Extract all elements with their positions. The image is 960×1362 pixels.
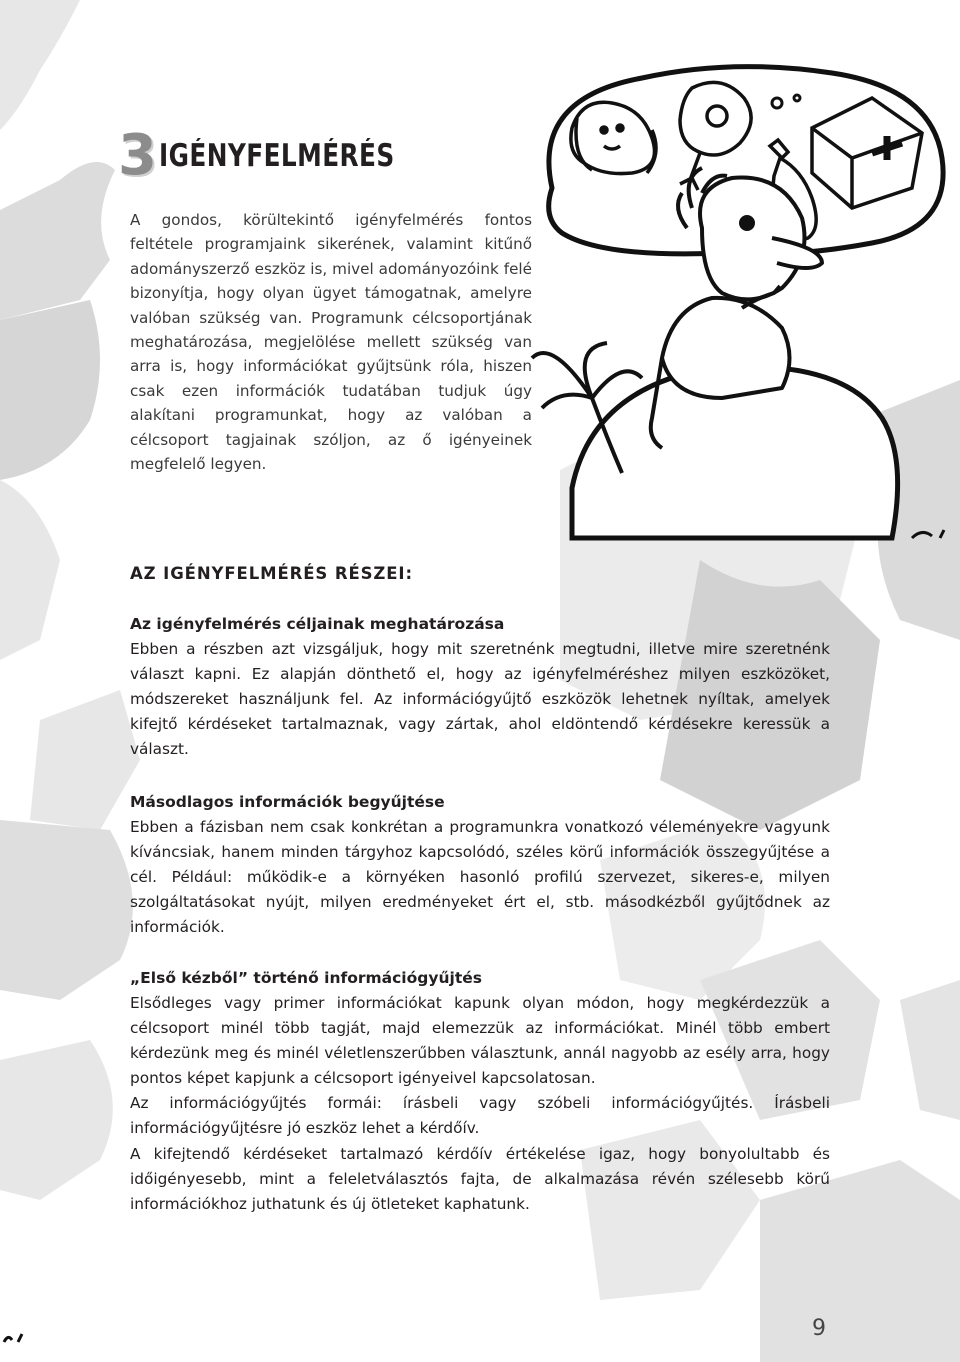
- page-number: 9: [812, 1316, 826, 1341]
- chapter-heading: [118, 123, 454, 188]
- chapter-title: IGÉNYFELMÉRÉS: [158, 138, 395, 174]
- section-title: „Első kézből” történő információgyűjtés: [130, 969, 482, 987]
- section-paragraph: Elsődleges vagy primer információkat kapunk olyan módon, hogy megkérdezzük a célcsoport minél több tagját, majd elemezzük az információkat. Minél több embert kérdezünk meg és minél véletlenszerűbben választunk, annál nagyobb az esély arra, hogy pontos képet kapjunk a célcsoport igényeivel kapcsolatosan.: [130, 994, 830, 1088]
- section-paragraph: Ebben a fázisban nem csak konkrétan a programunkra vonatkozó véleményekre vagyunk kíváncsiak, hanem minden tárgyhoz kapcsolódó, széles körű információk összegyűjtése a cél. Például: működik-e a környéken hasonló profilú szervezet, sikeres-e, milyen szolgáltatásokat nyújt, milyen eredményeket ért el, stb. másodkézből gyűjtődnek az információk.: [130, 818, 830, 937]
- section-title: Másodlagos információk begyűjtése: [130, 793, 445, 811]
- section-title: Az igényfelmérés céljainak meghatározása: [130, 615, 505, 633]
- section-paragraph: A kifejtendő kérdéseket tartalmazó kérdőív értékelése igaz, hogy bonyolultabb és időigényesebb, mint a feleletválasztós fajta, de alkalmazása révén szélesebb körű információkhoz juthatunk és új ötleteket kaphatunk.: [130, 1144, 830, 1213]
- intro-paragraph: A gondos, körültekintő igényfelmérés fontos feltétele programjaink sikerének, valamint kitűnő adományszerző eszköz is, mivel adományozóink felé bizonyítja, hogy olyan ügyet támogatnak, amelyre valóban szükség van. Programunk célcsoportjának meghatározása, megjelölése mellett szükség van arra is, hogy információkat gyűjtsünk róla, hiszen csak ezen információk tudatában tudjuk úgy alakítani programunkat, hogy az valóban a célcsoport tagjainak szóljon, az ő igényeinek megfelelő legyen.: [130, 211, 532, 474]
- section-paragraph: Ebben a részben azt vizsgáljuk, hogy mit szeretnénk megtudni, illetve mire szeretnénk választ kapni. Ez alapján dönthető el, hogy az igényfelméréshez milyen eszközöket, módszereket használjunk fel. Az információgyűjtő eszközök lehetnek nyíltak, amelyek kifejtő kérdéseket tartalmaznak, vagy zártak, ahol eldöntendő kérdésekre keressük a választ.: [130, 640, 830, 759]
- chapter-number: 3: [118, 123, 155, 188]
- section-primary-info: [130, 966, 830, 1217]
- corner-mark-icon: [0, 1328, 30, 1348]
- section-goals: [130, 612, 830, 762]
- section-secondary-info: [130, 790, 830, 940]
- section-paragraph: Az információgyűjtés formái: írásbeli vagy szóbeli információgyűjtés. Írásbeli információgyűjtésre jó eszköz lehet a kérdőív.: [130, 1094, 830, 1138]
- section-heading: AZ IGÉNYFELMÉRÉS RÉSZEI:: [130, 564, 413, 583]
- thinking-man-illustration: [512, 58, 952, 558]
